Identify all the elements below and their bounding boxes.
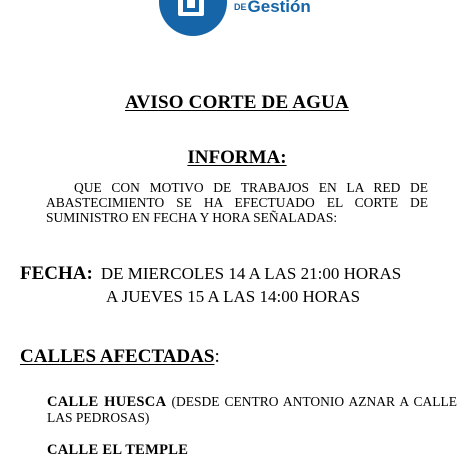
notice-body: QUE CON MOTIVO DE TRABAJOS EN LA RED DE ABASTECIMIENTO SE HA EFECTUADO EL CORTE DE SUMINISTRO EN FECHA Y HORA SEÑALADAS: <box>46 180 428 225</box>
notice-title: AVISO CORTE DE AGUA <box>125 92 349 113</box>
streets-heading-text: CALLES AFECTADAS <box>20 346 215 367</box>
date-block <box>20 262 460 308</box>
date-label: FECHA: <box>20 263 93 284</box>
notice-subtitle: INFORMA: <box>187 147 287 168</box>
streets-heading <box>20 346 220 368</box>
date-line-1: DE MIERCOLES 14 A LAS 21:00 HORAS <box>100 264 402 283</box>
street-item <box>47 442 457 458</box>
street-detail: (DESDE CENTRO ANTONIO AZNAR A CALLE LAS PEDROSAS) <box>47 394 457 425</box>
logo-wordmark <box>234 0 311 15</box>
streets-heading-colon: : <box>214 346 220 367</box>
logo-word-bottom <box>234 0 311 15</box>
date-line-2: A JUEVES 15 A LAS 14:00 HORAS <box>106 287 361 306</box>
street-name: CALLE HUESCA <box>47 394 167 410</box>
street-item <box>47 394 457 426</box>
logo-word-small: DE <box>234 2 247 12</box>
company-logo <box>158 0 328 38</box>
logo-emblem-icon <box>158 0 228 38</box>
street-name: CALLE EL TEMPLE <box>47 442 189 458</box>
logo-word-gestion: Gestión <box>247 0 311 16</box>
